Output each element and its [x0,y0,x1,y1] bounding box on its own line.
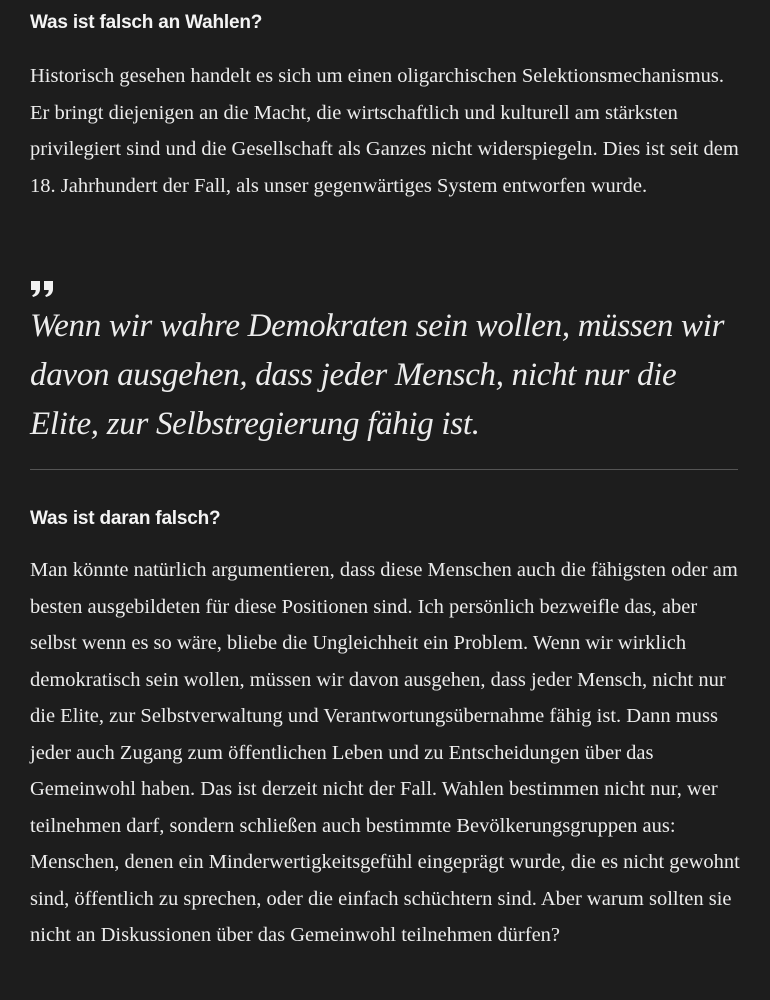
divider [30,469,738,470]
pull-quote-text: Wenn wir wahre Demokraten sein wollen, müssen wir davon ausgehen, dass jeder Mensch, nicht nur die Elite, zur Selbstregierung fähig ist. [30,308,725,442]
section-paragraph-elections: Historisch gesehen handelt es sich um einen oligarchischen Selektionsmechanismus. Er bringt diejenigen an die Macht, die wirtschaftlich und kulturell am stärksten privilegiert sind und die Gesellschaft als Ganzes nicht widerspiegeln. Dies ist seit dem 18. Jahrhundert der Fall, als unser gegenwärtiges System entworfen wurde. [30,65,739,197]
section-heading-whats-wrong: Was ist daran falsch? [30,508,221,529]
section-paragraph-whats-wrong: Man könnte natürlich argumentieren, dass diese Menschen auch die fähigsten oder am besten ausgebildeten für diese Positionen sind. Ich persönlich bezweifle das, aber selbst wenn es so wäre, bliebe die Ungleichheit ein Problem. Wenn wir wirklich demokratisch sein wollen, müssen wir davon ausgehen, dass jeder Mensch, nicht nur die Elite, zur Selbstverwaltung und Verantwortungsübernahme fähig ist. Dann muss jeder auch Zugang zum öffentlichen Leben und zu Entscheidungen über das Gemeinwohl haben. Das ist derzeit nicht der Fall. Wahlen bestimmen nicht nur, wer teilnehmen darf, sondern schließen auch bestimmte Bevölkerungsgruppen aus: Menschen, denen ein Minderwertigkeitsgefühl eingeprägt wurde, die es nicht gewohnt sind, öffentlich zu sprechen, oder die einfach schüchtern sind. Aber warum sollten sie nicht an Diskussionen über das Gemeinwohl teilnehmen dürfen? [30,559,740,946]
quote-marks-icon [30,280,56,298]
section-heading-elections: Was ist falsch an Wahlen? [30,12,263,33]
pull-quote [30,280,740,442]
